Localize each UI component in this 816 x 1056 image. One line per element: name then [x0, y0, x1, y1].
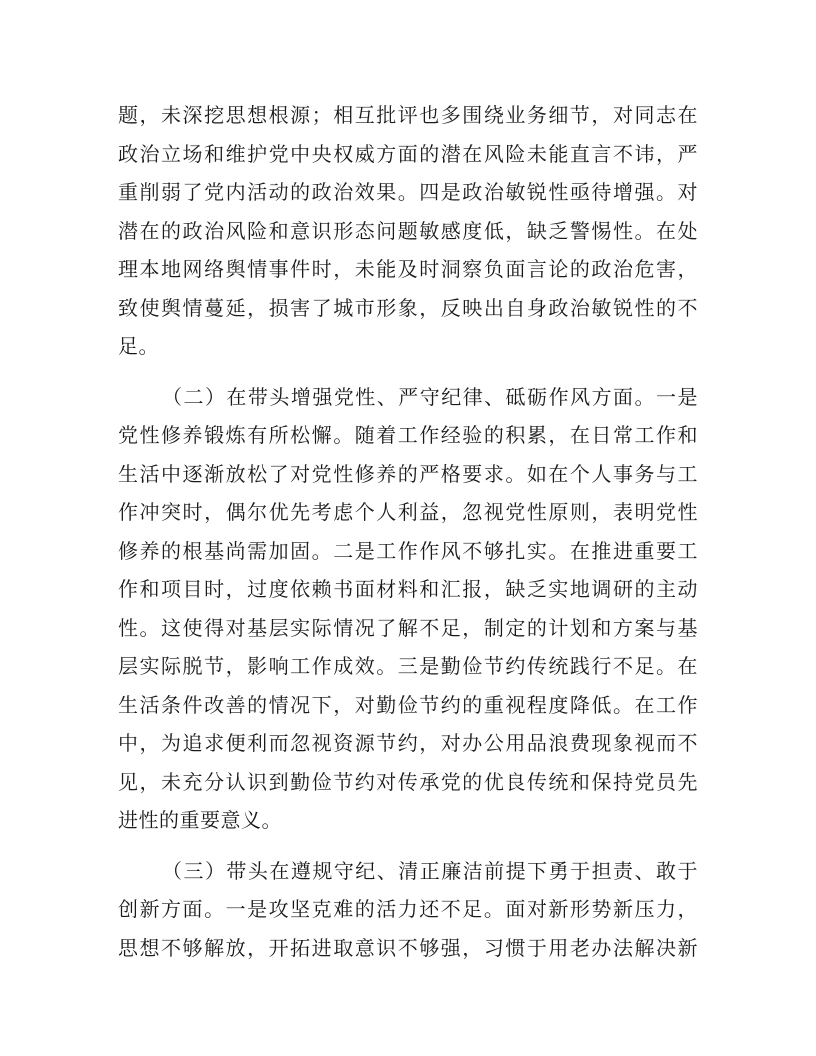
- document-body: [118, 96, 698, 967]
- text-line: 潜在的政治风险和意识形态问题敏感度低，缺乏警惕性。在处: [118, 218, 698, 243]
- text-line: 性。这使得对基层实际情况了解不足，制定的计划和方案与基: [118, 615, 698, 640]
- text-line: 生活条件改善的情况下，对勤俭节约的重视程度降低。在工作: [118, 692, 698, 717]
- text-line: 创新方面。一是攻坚克难的活力还不足。面对新形势新压力，: [118, 897, 698, 921]
- text-line: 足。: [118, 334, 159, 358]
- text-line: 作和项目时，过度依赖书面材料和汇报，缺乏实地调研的主动: [118, 577, 698, 601]
- text-line: 政治立场和维护党中央权威方面的潜在风险未能直言不讳，严: [118, 141, 698, 166]
- paragraph-1: [118, 96, 698, 366]
- paragraph-2: [118, 378, 698, 840]
- text-line: 题，未深挖思想根源；相互批评也多围绕业务细节，对同志在: [118, 103, 698, 127]
- text-line: 重削弱了党内活动的政治效果。四是政治敏锐性亟待增强。对: [118, 180, 698, 204]
- text-line: 中，为追求便利而忽视资源节约，对办公用品浪费现象视而不: [118, 731, 698, 755]
- paragraph-spacer: [118, 366, 698, 378]
- text-line: 理本地网络舆情事件时，未能及时洞察负面言论的政治危害，: [118, 257, 698, 281]
- paragraph-3: [118, 852, 698, 968]
- text-line: 作冲突时，偶尔优先考虑个人利益，忽视党性原则，表明党性: [118, 500, 698, 524]
- text-line: （二）在带头增强党性、严守纪律、砥砺作风方面。一是: [162, 384, 698, 409]
- text-line: 致使舆情蔓延，损害了城市形象，反映出自身政治敏锐性的不: [118, 295, 698, 320]
- text-line: （三）带头在遵规守纪、清正廉洁前提下勇于担责、敢于: [162, 858, 698, 883]
- text-line: 思想不够解放，开拓进取意识不够强，习惯于用老办法解决新: [118, 935, 698, 960]
- text-line: 层实际脱节，影响工作成效。三是勤俭节约传统践行不足。在: [118, 654, 698, 678]
- text-line: 生活中逐渐放松了对党性修养的严格要求。如在个人事务与工: [118, 461, 698, 486]
- text-line: 修养的根基尚需加固。二是工作作风不够扎实。在推进重要工: [118, 538, 698, 563]
- text-line: 进性的重要意义。: [118, 808, 282, 832]
- paragraph-spacer: [118, 840, 698, 852]
- text-line: 见，未充分认识到勤俭节约对传承党的优良传统和保持党员先: [118, 769, 698, 794]
- text-line: 党性修养锻炼有所松懈。随着工作经验的积累，在日常工作和: [118, 423, 698, 447]
